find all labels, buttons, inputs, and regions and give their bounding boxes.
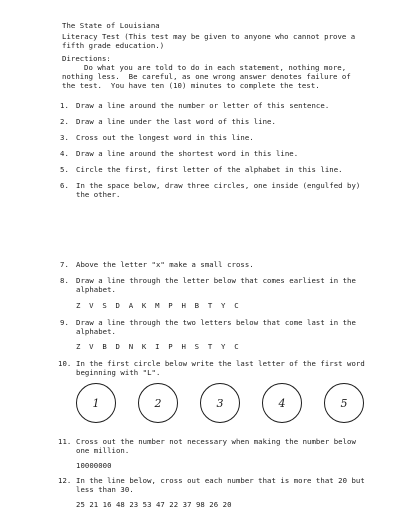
directions-line1: Do what you are told to do in each statement, nothing more, (84, 63, 347, 72)
question-5-number: 5. (60, 165, 69, 174)
directions-heading: Directions: (62, 54, 111, 63)
question-12-text-line1: In the line below, cross out each number that is more that 20 but (76, 476, 365, 485)
question-9-text-line1: Draw a line through the two letters below that come last in the (76, 318, 356, 327)
circle-5 (324, 383, 364, 423)
circle-4 (262, 383, 302, 423)
question-11-text-line1: Cross out the number not necessary when making the number below (76, 437, 356, 446)
question-11-number: 11. (58, 437, 72, 446)
circle-1-label: 1 (92, 396, 100, 410)
question-9-letter-sequence: Z V B D N K I P H S T Y C (76, 342, 241, 351)
question-10-text-line2: beginning with "L". (76, 368, 161, 377)
numbered-circles (68, 383, 388, 427)
question-6-number: 6. (60, 181, 69, 190)
question-3-text: Cross out the longest word in this line. (76, 133, 254, 142)
question-12-text-line2: less than 30. (76, 485, 134, 494)
question-8-number: 8. (60, 276, 69, 285)
document-title: The State of Louisiana (62, 21, 160, 30)
circle-2 (138, 383, 178, 423)
question-5-text: Circle the first, first letter of the alphabet in this line. (76, 165, 343, 174)
document-subtitle-line1: Literacy Test (This test may be given to anyone who cannot prove a (62, 32, 356, 41)
circle-5-label: 5 (340, 396, 348, 410)
question-2-number: 2. (60, 117, 69, 126)
question-6-text-line2: the other. (76, 190, 121, 199)
question-9-text-line2: alphabet. (76, 327, 116, 336)
question-6-text-line1: In the space below, draw three circles, one inside (engulfed by) (76, 181, 361, 190)
question-11-number-value: 10000000 (76, 461, 112, 470)
question-1-text: Draw a line around the number or letter of this sentence. (76, 101, 330, 110)
circle-2-label: 2 (154, 396, 162, 410)
question-8-text-line1: Draw a line through the letter below that comes earliest in the (76, 276, 356, 285)
question-12-number-sequence: 25 21 16 48 23 53 47 22 37 98 26 20 (76, 500, 232, 509)
question-3-number: 3. (60, 133, 69, 142)
question-10-text-line1: In the first circle below write the last letter of the first word (76, 359, 365, 368)
circle-1 (76, 383, 116, 423)
question-2-text: Draw a line under the last word of this line. (76, 117, 276, 126)
directions-line2: nothing less. Be careful, as one wrong answer denotes failure of (62, 72, 351, 81)
question-11-text-line2: one million. (76, 446, 130, 455)
question-4-number: 4. (60, 149, 69, 158)
circle-3 (200, 383, 240, 423)
directions-line3: the test. You have ten (10) minutes to complete the test. (62, 81, 320, 90)
question-4-text: Draw a line around the shortest word in this line. (76, 149, 299, 158)
question-8-letter-sequence: Z V S D A K M P H B T Y C (76, 301, 241, 310)
question-9-number: 9. (60, 318, 69, 327)
document-subtitle-line2: fifth grade education.) (62, 41, 165, 50)
question-7-text: Above the letter "x" make a small cross. (76, 260, 254, 269)
question-10-number: 10. (58, 359, 72, 368)
question-12-number: 12. (58, 476, 72, 485)
question-7-number: 7. (60, 260, 69, 269)
question-8-text-line2: alphabet. (76, 285, 116, 294)
question-1-number: 1. (60, 101, 69, 110)
circle-3-label: 3 (216, 396, 224, 410)
circle-4-label: 4 (278, 396, 286, 410)
